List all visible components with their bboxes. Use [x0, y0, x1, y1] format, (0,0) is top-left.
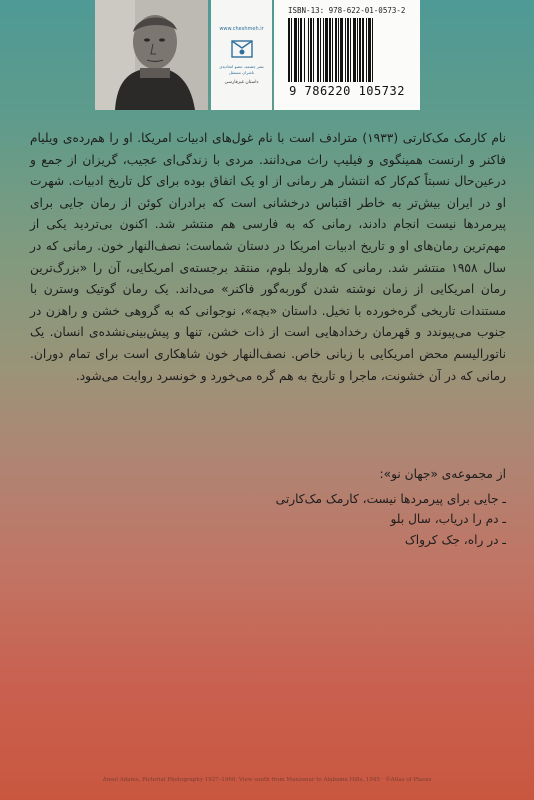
photo-credit: Ansel Adams, Pictorial Photography 1927–1960, View south from Manzanar to Alabama Hills, 1945 · ©Atlas of Places: [102, 777, 432, 783]
series-item: ـ در راه، جک کرواک: [404, 532, 506, 547]
series-title: از مجموعه‌ی «جهان نو»:: [379, 467, 506, 481]
series-block: [30, 464, 506, 550]
publisher-tagline: نشر چشمه، عضو اتحادیه‌ی ناشران مستقل: [219, 64, 264, 75]
series-list: [30, 489, 506, 551]
author-portrait-illustration: [95, 0, 208, 110]
publisher-logo-icon: [231, 38, 253, 60]
author-photo: [95, 0, 208, 110]
publisher-series-label: داستان غیرفارسی: [224, 80, 259, 85]
publisher-url[interactable]: www.cheshmeh.ir: [219, 26, 264, 32]
series-item: ـ جایی برای پیرمردها نیست، کارمک مک‌کارتی: [275, 491, 506, 506]
description-paragraph: نام کارمک مک‌کارتی (۱۹۳۳) مترادف است با نام غول‌های ادبیات امریکا. او را هم‌رده‌ی ویلیام فاکنر و ارنست همینگوی و فیلیپ راث می‌دانند. مردی با زندگی‌ای عجیب، گریزان از جمع و درعین‌حال نسبتاً کم‌کار که انتشار هر رمانی از او یک اتفاق بوده برای کل تاریخ ادبیات. شهرت او در ایران بیش‌تر به خاطر اقتباس درخشانی است که برادران کوئن از رمان جایی برای پیرمردها نیست انجام دادند، رمانی که به فارسی هم منتشر شد. اکنون بی‌تردید یکی از مهم‌ترین رمان‌های او و تاریخ ادبیات امریکا در دستان شماست: نصف‌النهار خون. رمانی که در سال ۱۹۵۸ منتشر شد. رمانی که هارولد بلوم، منتقد برجسته‌ی امریکایی، آن را «بزرگ‌ترین رمان امریکایی از زمان نوشته شدن گوربه‌گور فاکنر» می‌داند. یک رمان گوتیک وسترن با مستندات تاریخی گره‌خورده با تخیل. داستان «بچه»، نوجوانی که به گروهی خشن و راهزن در جنوب می‌پیوندد و قهرمان رخدادهایی است از ذات خشن، تنها و پیش‌بینی‌نشده‌ی انسان. یک ناتورالیسم محض امریکایی با زبانی خاص. نصف‌النهار خون شاهکاری است برای تمام دوران. رمانی که در آن خشونت، ماجرا و تاریخ به هم گره می‌خورد و خونسرد روایت می‌شود.: [30, 131, 507, 383]
series-item: ـ دم را دریاب، سال بلو: [390, 512, 506, 526]
publisher-panel: [211, 0, 272, 110]
book-description: [30, 128, 506, 387]
barcode-panel: [274, 0, 420, 110]
barcode-bars: [288, 18, 406, 82]
barcode-number: 9 786220 105732: [289, 84, 405, 98]
isbn-label: ISBN-13: 978-622-01-0573-2: [288, 6, 406, 15]
